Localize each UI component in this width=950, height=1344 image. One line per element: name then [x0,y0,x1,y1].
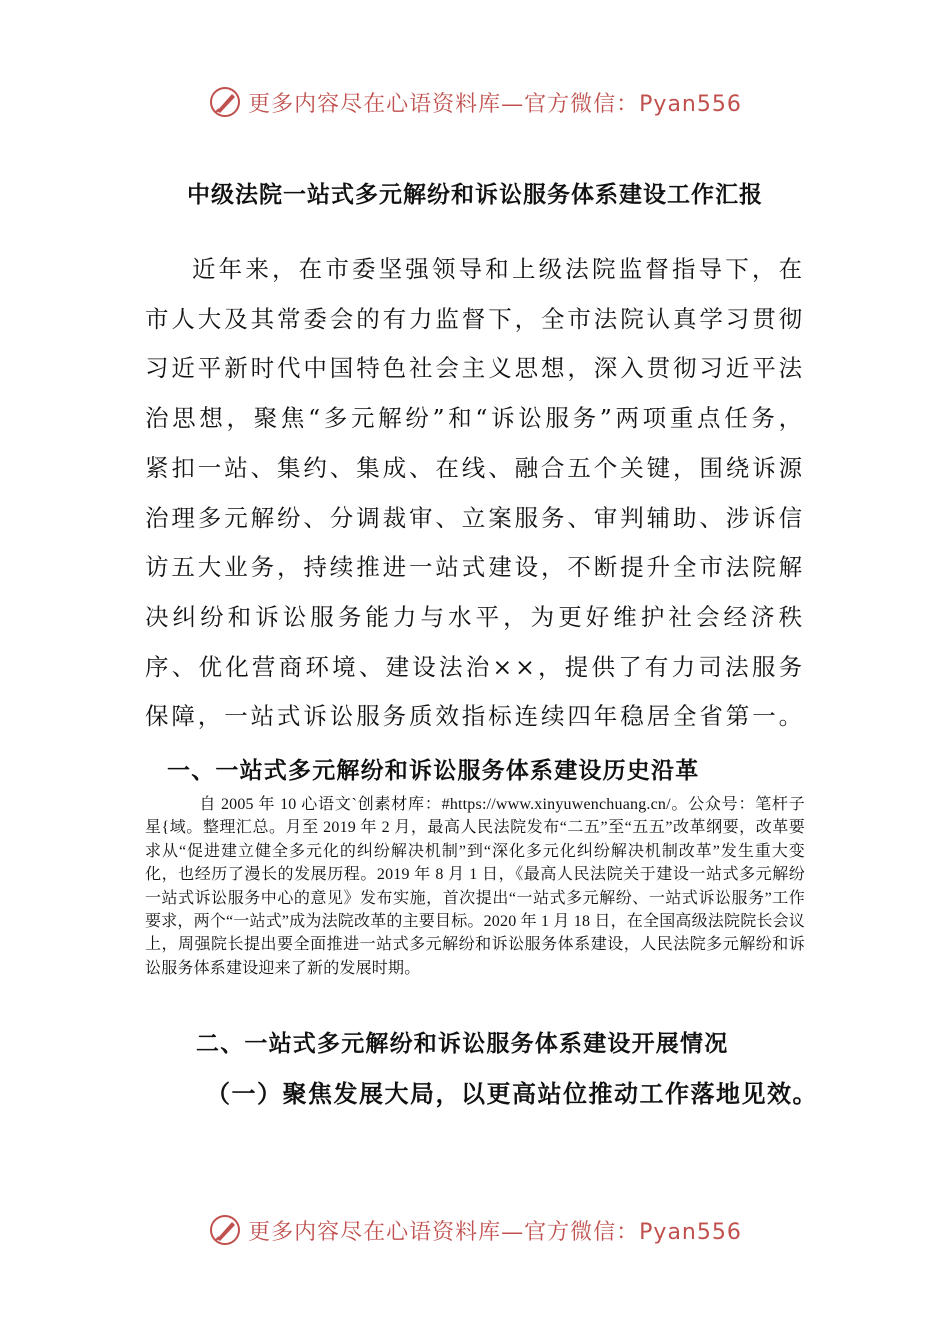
section2-heading: 二、一站式多元解纷和诉讼服务体系建设开展情况 [196,1030,729,1057]
section1-heading: 一、一站式多元解纷和诉讼服务体系建设历史沿革 [167,757,700,784]
intro-paragraph: 近年来，在市委坚强领导和上级法院监督指导下，在市人大及其常委会的有力监督下，全市法院认真学习贯彻习近平新时代中国特色社会主义思想，深入贯彻习近平法治思想，聚焦“多元解纷”和“诉讼服务”两项重点任务，紧扣一站、集约、集成、在线、融合五个关键，围绕诉源治理多元解纷、分调裁审、立案服务、审判辅助、涉诉信访五大业务，持续推进一站式建设，不断提升全市法院解决纠纷和诉讼服务能力与水平，为更好维护社会经济秩序、优化营商环境、建设法治××，提供了有力司法服务保障，一站式诉讼服务质效指标连续四年稳居全省第一。 [145,255,805,731]
pen-logo-icon [208,1213,242,1247]
pen-logo-icon [208,85,242,119]
subsection1-heading: （一）聚焦发展大局，以更高站位推动工作落地见效。 [206,1079,818,1108]
watermark-text: 更多内容尽在心语资料库—官方微信：Pyan556 [248,1219,742,1245]
section1-body: 自 2005 年 10 心语文`创素材库：#https://www.xinyuwenchuang.cn/。公众号：笔杆子星{域。整理汇总。月至 2019 年 2 月，最高人民法院发布“二五”至“五五”改革纲要，改革要求从“促进建立健全多元化的纠纷解决机制”到“深化多元化纠纷解决机制改革”发生重大变化，也经历了漫长的发展历程。2019 年 8 月 1 日，《最高人民法院关于建设一站式多元解纷一站式诉讼服务中心的意见》发布实施，首次提出“一站式多元解纷、一站式诉讼服务”工作要求，两个“一站式”成为法院改革的主要目标。2020 年 1 月 18 日，在全国高级法院院长会议上，周强院长提出要全面推进一站式多元解纷和诉讼服务体系建设，人民法院多元解纷和诉讼服务体系建设迎来了新的发展时期。 [145,796,806,977]
watermark-text: 更多内容尽在心语资料库—官方微信：Pyan556 [248,91,742,117]
document-title: 中级法院一站式多元解纷和诉讼服务体系建设工作汇报 [187,181,763,208]
watermark-banner-bottom [0,1210,950,1250]
watermark-banner-top [0,82,950,122]
